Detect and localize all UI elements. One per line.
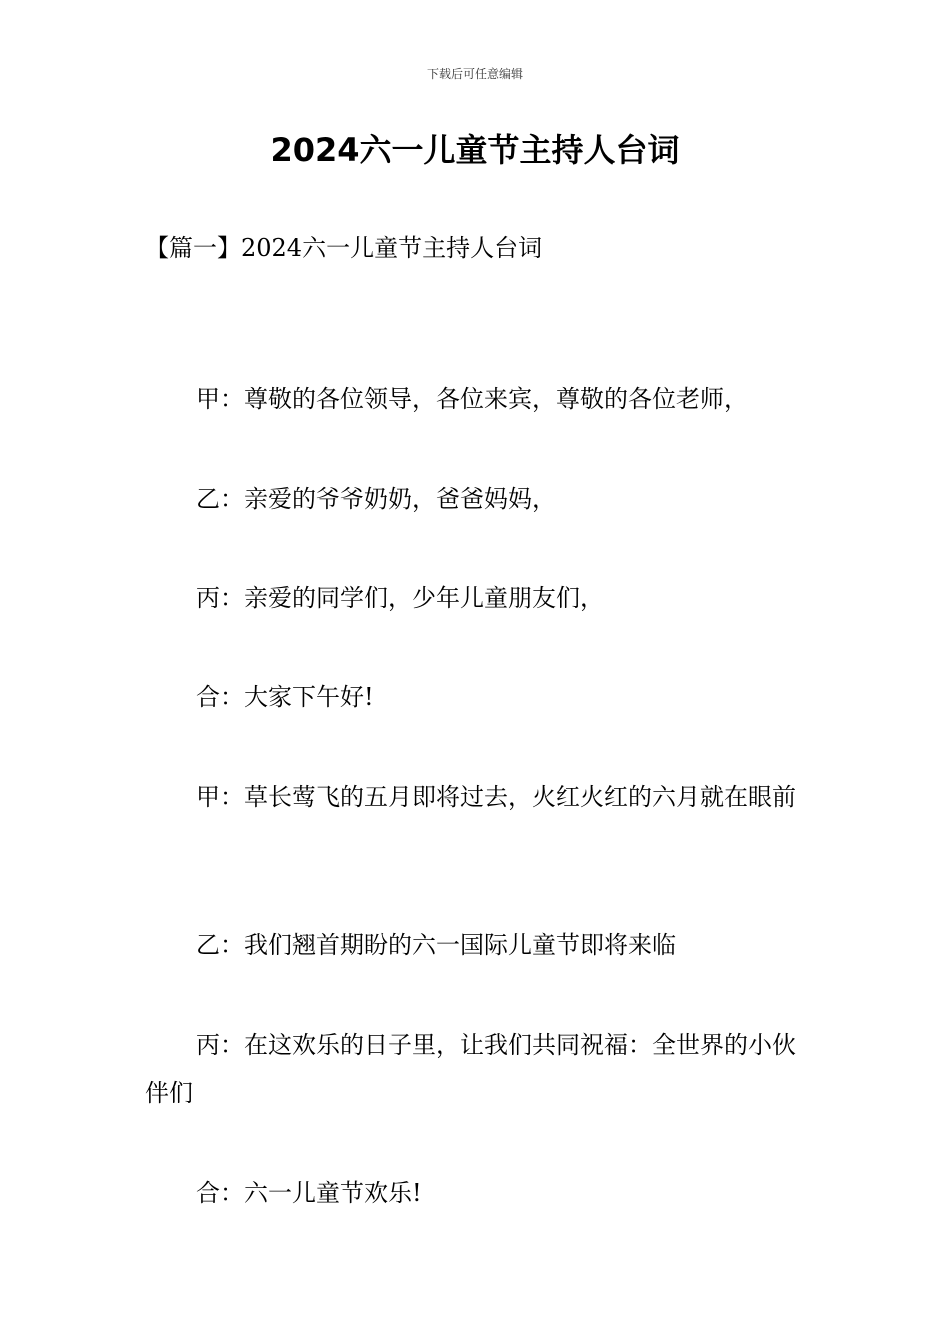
dialogue-line: 甲：尊敬的各位领导，各位来宾，尊敬的各位老师， bbox=[196, 385, 748, 413]
header-note: 下载后可任意编辑 bbox=[426, 67, 523, 81]
dialogue-line: 丙：在这欢乐的日子里，让我们共同祝福：全世界的小伙伴们 bbox=[145, 1031, 796, 1107]
document-title: 2024六一儿童节主持人台词 bbox=[270, 131, 680, 169]
dialogue-line: 丙：亲爱的同学们，少年儿童朋友们， bbox=[196, 584, 604, 612]
dialogue-line: 乙：我们翘首期盼的六一国际儿童节即将来临 bbox=[196, 931, 676, 959]
section-heading: 【篇一】2024六一儿童节主持人台词 bbox=[145, 234, 543, 262]
dialogue-line: 甲：草长莺飞的五月即将过去，火红火红的六月就在眼前 bbox=[196, 783, 796, 811]
dialogue-line: 合：大家下午好! bbox=[196, 683, 374, 711]
dialogue-line: 合：六一儿童节欢乐! bbox=[196, 1179, 422, 1207]
dialogue-line: 乙：亲爱的爷爷奶奶，爸爸妈妈， bbox=[196, 485, 556, 513]
